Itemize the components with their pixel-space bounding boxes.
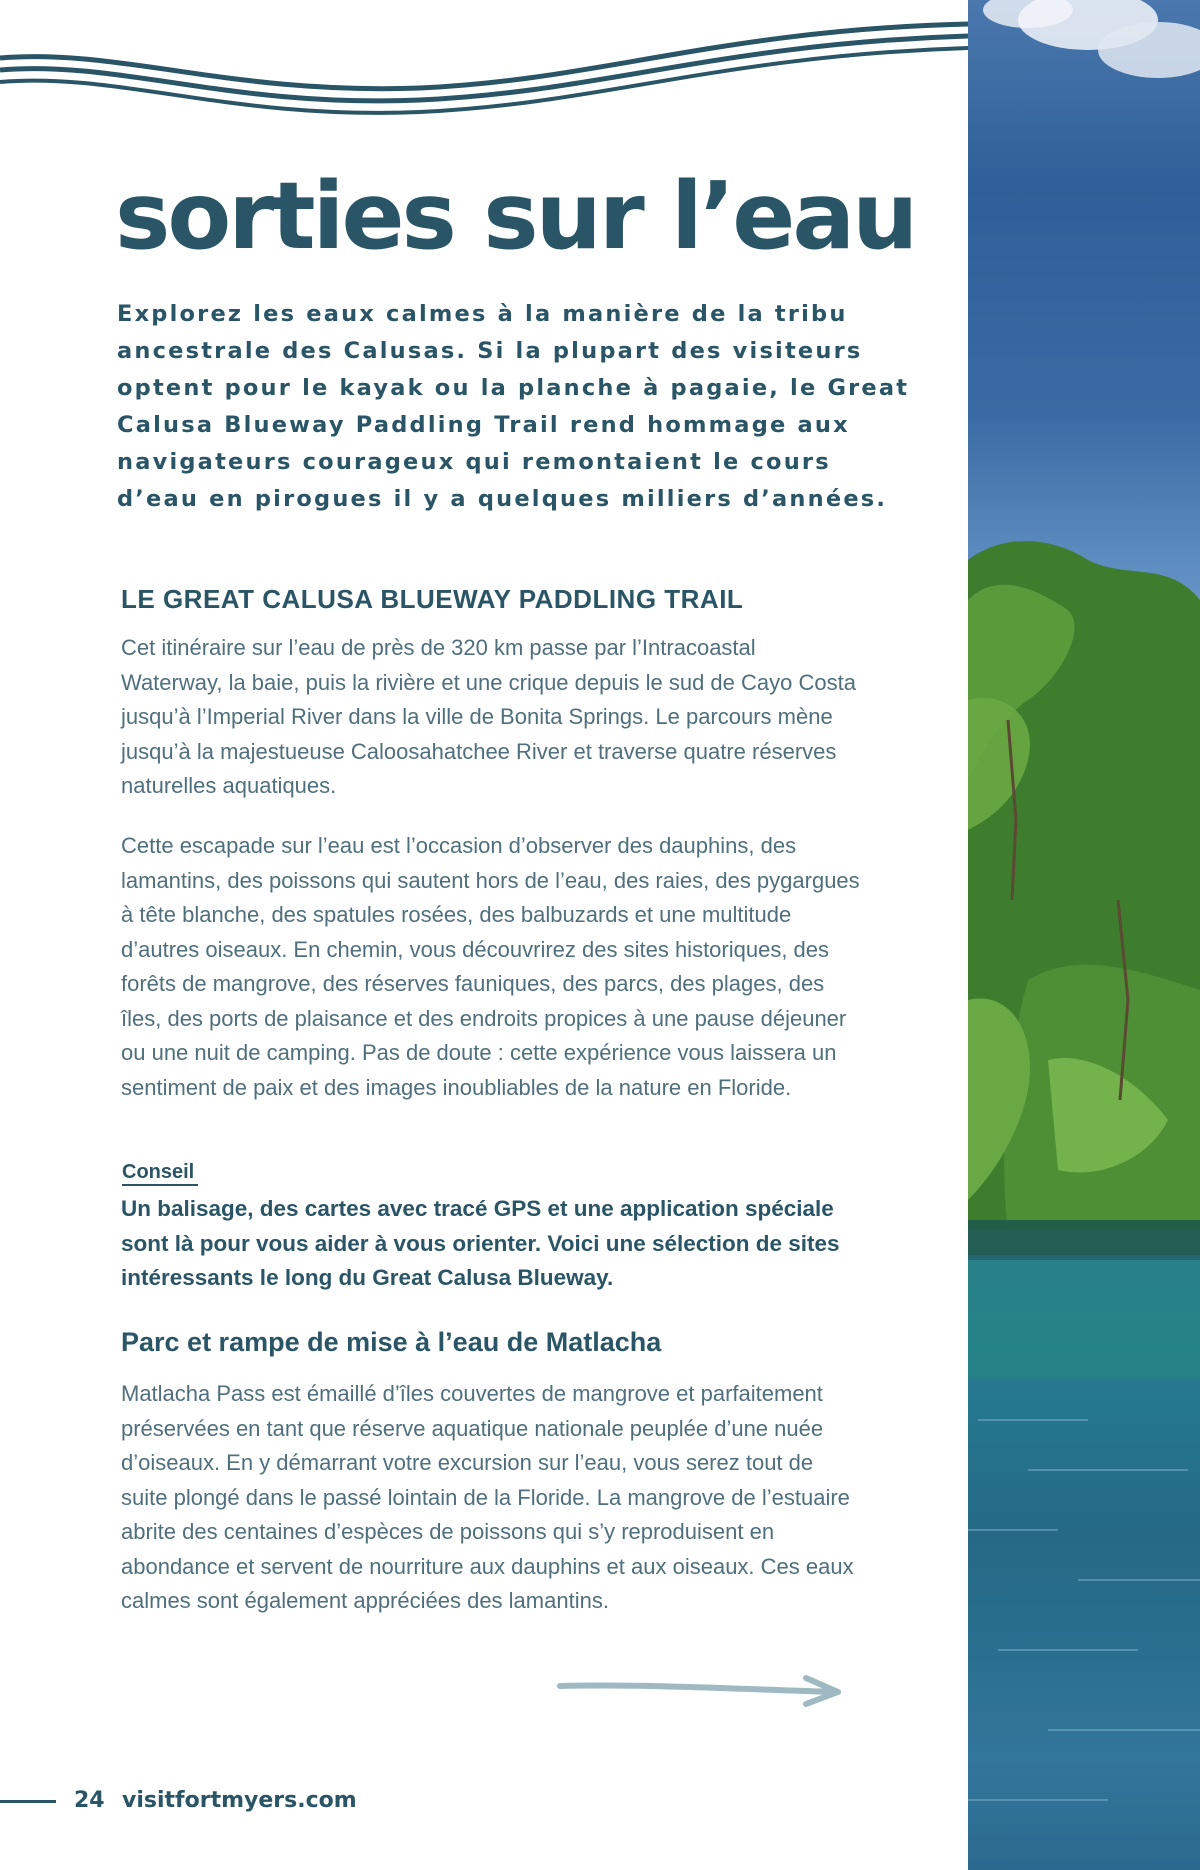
tip-text: Un balisage, des cartes avec tracé GPS et une application spéciale sont là pour vous aider à vous orienter. Voici une sélection de sites intéressants le long du Great Calusa Blueway. — [121, 1196, 840, 1290]
wave-decoration — [0, 0, 968, 140]
footer-rule — [0, 1800, 56, 1803]
page-title: sorties sur l’eau — [115, 162, 916, 270]
mangrove-photo — [968, 0, 1200, 1870]
subsection-title: Parc et rampe de mise à l’eau de Matlacha — [121, 1327, 662, 1357]
website-link[interactable]: visitfortmyers.com — [122, 1788, 357, 1813]
subsection-paragraph: Matlacha Pass est émaillé d’îles couvertes de mangrove et parfaitement préservées en tant que réserve aquatique nationale peuplée d’une nuée d’oiseaux. En y démarrant votre excursion sur l’eau, vous serez tout de suite plongé dans le passé lointain de la Floride. La mangrove de l’estuaire abrite des centaines d’espèces de poissons qui s’y reproduisent en abondance et servent de nourriture aux dauphins et aux oiseaux. Ces eaux calmes sont également appréciées des lamantins. — [121, 1381, 854, 1613]
section-paragraph-1: Cet itinéraire sur l’eau de près de 320 km passe par l’Intracoastal Waterway, la baie, puis la rivière et une crique depuis le sud de Cayo Costa jusqu’à l’Imperial River dans la ville de Bonita Springs. Le parcours mène jusqu’à la majestueuse Caloosahatchee River et traverse quatre réserves naturelles aquatiques. — [121, 635, 856, 798]
section-paragraph-2: Cette escapade sur l’eau est l’occasion d’observer des dauphins, des lamantins, des poissons qui sautent hors de l’eau, des raies, des pygargues à tête blanche, des spatules rosées, des balbuzards et une multitude d’autres oiseaux. En chemin, vous découvrirez des sites historiques, des forêts de mangrove, des réserves fauniques, des parcs, des plages, des îles, des ports de plaisance et des endroits propices à une pause déjeuner ou une nuit de camping. Pas de doute : cette expérience vous laissera un sentiment de paix et des images inoubliables de la nature en Floride. — [121, 833, 860, 1100]
section-title: LE GREAT CALUSA BLUEWAY PADDLING TRAIL — [121, 584, 744, 614]
intro-paragraph: Explorez les eaux calmes à la manière de la tribu ancestrale des Calusas. Si la plupart des visiteurs optent pour le kayak ou la planche à pagaie, le Great Calusa Blueway Paddling Trail rend hommage aux navigateurs courageux qui remontaient le cours d’eau en pirogues il y a quelques milliers d’années. — [117, 301, 910, 512]
tip-label: Conseil — [122, 1160, 198, 1186]
page-number: 24 — [74, 1788, 105, 1813]
arrow-right-icon — [556, 1670, 846, 1710]
